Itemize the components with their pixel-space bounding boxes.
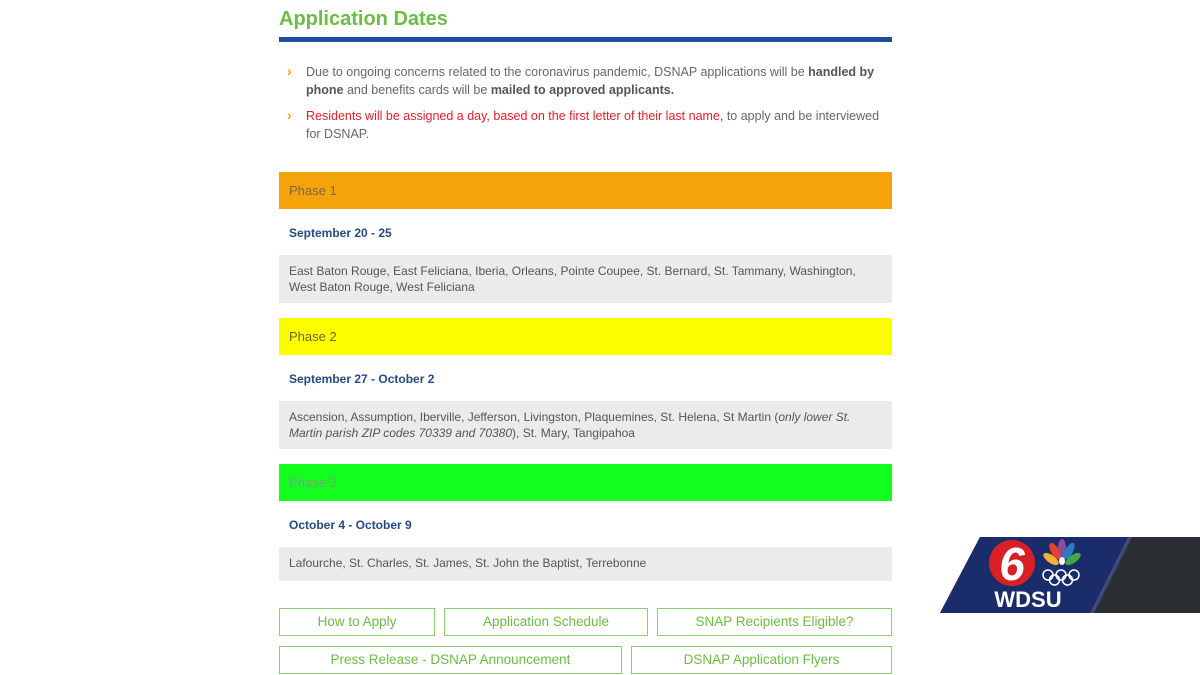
- station-name: WDSU: [994, 587, 1062, 612]
- phase-1-header: Phase 1: [279, 172, 892, 209]
- bullet-red-text: Residents will be assigned a day, based on the first letter of their last name,: [306, 109, 724, 123]
- chevron-right-icon: ›: [287, 63, 292, 79]
- phase-2-header: Phase 2: [279, 318, 892, 355]
- how-to-apply-button[interactable]: How to Apply: [279, 608, 435, 636]
- parish-text: Ascension, Assumption, Iberville, Jefferson, Livingston, Plaquemines, St. Helena, St Martin (: [289, 410, 779, 424]
- bullet-text: Due to ongoing concerns related to the coronavirus pandemic, DSNAP applications will be: [306, 65, 809, 79]
- dsnap-application-flyers-button[interactable]: DSNAP Application Flyers: [631, 646, 892, 674]
- channel-number: 6: [999, 538, 1025, 590]
- phase-2-parishes: [279, 401, 892, 449]
- parish-note-italic: only lower St. Martin parish ZIP codes 70339 and 70380: [289, 410, 851, 440]
- wdsu-logo: [940, 537, 1200, 613]
- phase-1-parishes: East Baton Rouge, East Feliciana, Iberia, Orleans, Pointe Coupee, St. Bernard, St. Tammany, Washington, West Baton Rouge, West Feliciana: [279, 255, 892, 303]
- bullet-bold-phone: handled by phone: [306, 65, 875, 97]
- bullet-text: to apply and be interviewed for DSNAP.: [306, 109, 880, 141]
- snap-recipients-eligible-button[interactable]: SNAP Recipients Eligible?: [657, 608, 892, 636]
- phase-1-dates: September 20 - 25: [289, 226, 392, 240]
- phase-3-parishes: Lafourche, St. Charles, St. James, St. John the Baptist, Terrebonne: [279, 547, 892, 581]
- info-bullet-phone: [287, 63, 887, 99]
- chevron-right-icon: ›: [287, 107, 292, 123]
- bullet-text: and benefits cards will be: [343, 83, 491, 97]
- application-schedule-button[interactable]: Application Schedule: [444, 608, 648, 636]
- title-divider: [279, 37, 892, 42]
- phase-2-dates: September 27 - October 2: [289, 372, 435, 386]
- bullet-bold-mailed: mailed to approved applicants.: [490, 83, 675, 97]
- wdsu-logo-graphic: [940, 537, 1200, 613]
- info-bullet-residents: [287, 107, 887, 143]
- phase-3-header: Phase 3: [279, 464, 892, 501]
- phase-3-dates: October 4 - October 9: [289, 518, 412, 532]
- page-title: Application Dates: [279, 8, 448, 30]
- parish-text: ), St. Mary, Tangipahoa: [512, 426, 635, 440]
- press-release-button[interactable]: Press Release - DSNAP Announcement: [279, 646, 622, 674]
